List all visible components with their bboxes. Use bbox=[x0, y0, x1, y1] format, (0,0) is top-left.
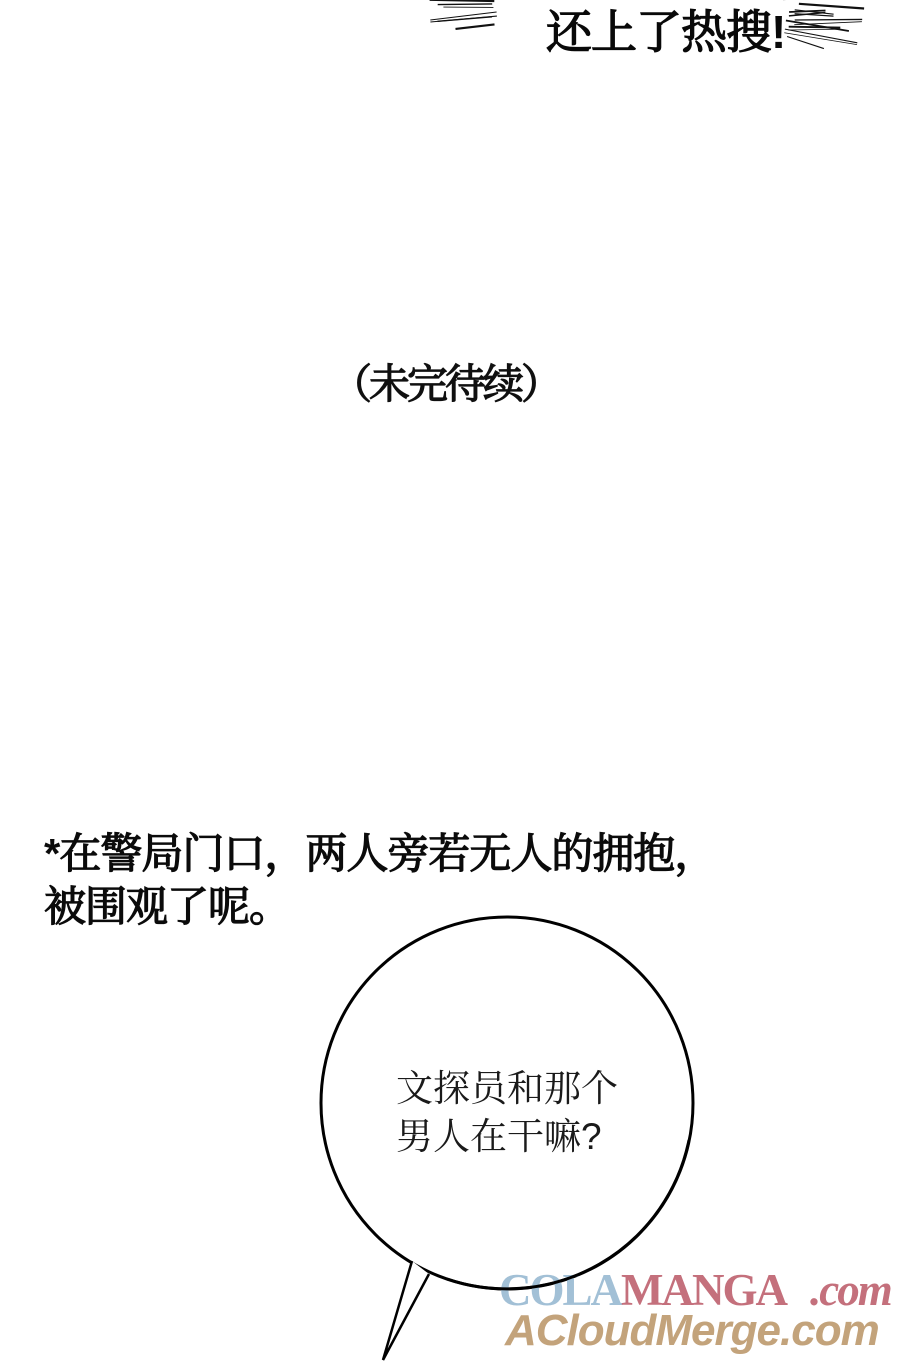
to-be-continued-label: （未完待续） bbox=[331, 361, 559, 407]
bubble-line-1: 文探员和那个 bbox=[396, 1068, 618, 1109]
speech-bubble-text bbox=[396, 1065, 618, 1161]
watermark-cola: COLA bbox=[499, 1265, 622, 1315]
watermark-manga: MANGA bbox=[621, 1265, 786, 1315]
watermark-dotcom: .com bbox=[809, 1265, 891, 1315]
bubble-line-2: 男人在干嘛? bbox=[396, 1116, 602, 1157]
watermark-acloudmerge: ACloudMerge.com bbox=[505, 1306, 879, 1355]
footnote-line-1: *在警局门口，两人旁若无人的拥抱， bbox=[44, 830, 716, 877]
burst-caption: 还上了热搜! bbox=[546, 6, 786, 58]
footnote-line-2: 被围观了呢。 bbox=[44, 883, 291, 930]
bubble-tail bbox=[383, 1261, 429, 1360]
